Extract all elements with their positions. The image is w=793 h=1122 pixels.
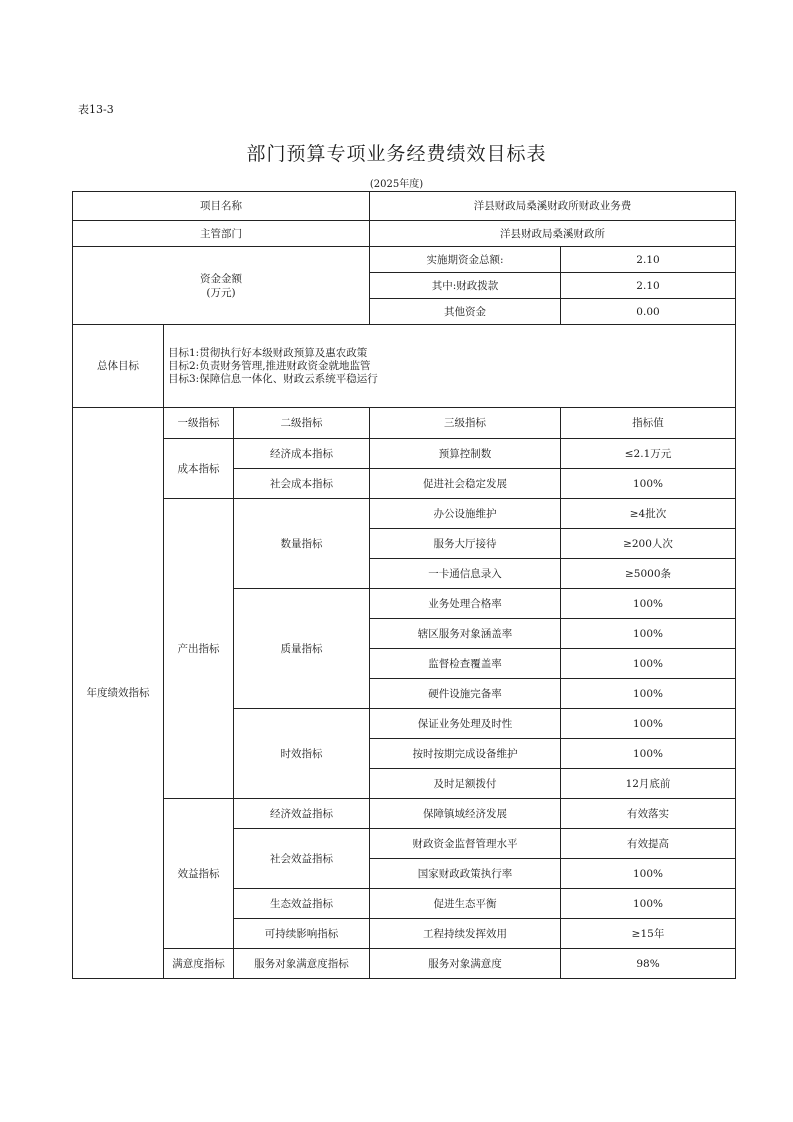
value-cell: 100% bbox=[561, 619, 736, 649]
overall-goal-text bbox=[164, 325, 736, 408]
timeliness-indicator-label: 时效指标 bbox=[234, 709, 370, 799]
level3-cell: 办公设施维护 bbox=[370, 499, 561, 529]
project-name-row bbox=[73, 192, 736, 221]
level3-cell: 硬件设施完备率 bbox=[370, 679, 561, 709]
level3-cell: 工程持续发挥效用 bbox=[370, 919, 561, 949]
overall-goal-label: 总体目标 bbox=[73, 325, 164, 408]
department-row bbox=[73, 221, 736, 247]
level3-cell: 辖区服务对象涵盖率 bbox=[370, 619, 561, 649]
goal-item: 目标1:贯彻执行好本级财政预算及惠农政策 bbox=[168, 346, 368, 359]
level3-cell: 监督检查覆盖率 bbox=[370, 649, 561, 679]
header-level3: 三级指标 bbox=[370, 408, 561, 439]
value-cell: 100% bbox=[561, 889, 736, 919]
project-name-value: 洋县财政局桑溪财政所财政业务费 bbox=[370, 192, 736, 221]
economic-benefit-label: 经济效益指标 bbox=[234, 799, 370, 829]
page-title: 部门预算专项业务经费绩效目标表 bbox=[246, 143, 547, 165]
funds-other-label: 其他资金 bbox=[370, 299, 561, 325]
level3-cell: 国家财政政策执行率 bbox=[370, 859, 561, 889]
table-row bbox=[73, 439, 736, 469]
ecological-benefit-label: 生态效益指标 bbox=[234, 889, 370, 919]
value-cell: 有效提高 bbox=[561, 829, 736, 859]
quality-indicator-label: 质量指标 bbox=[234, 589, 370, 709]
table-row bbox=[73, 799, 736, 829]
goal-item: 目标3:保障信息一体化、财政云系统平稳运行 bbox=[168, 372, 378, 385]
value-cell: 12月底前 bbox=[561, 769, 736, 799]
funds-row bbox=[73, 247, 736, 273]
header-value: 指标值 bbox=[561, 408, 736, 439]
funds-total-value: 2.10 bbox=[561, 247, 736, 273]
value-cell: 100% bbox=[561, 709, 736, 739]
level3-cell: 一卡通信息录入 bbox=[370, 559, 561, 589]
funds-fiscal-value: 2.10 bbox=[561, 273, 736, 299]
funds-label bbox=[73, 247, 370, 325]
level2-cell: 经济成本指标 bbox=[234, 439, 370, 469]
value-cell: ≥200人次 bbox=[561, 529, 736, 559]
level3-cell: 促进社会稳定发展 bbox=[370, 469, 561, 499]
value-cell: 100% bbox=[561, 859, 736, 889]
level3-cell: 保障镇域经济发展 bbox=[370, 799, 561, 829]
performance-table bbox=[72, 191, 736, 979]
value-cell: 98% bbox=[561, 949, 736, 979]
value-cell: 100% bbox=[561, 589, 736, 619]
cost-indicator-label: 成本指标 bbox=[164, 439, 234, 499]
social-benefit-label: 社会效益指标 bbox=[234, 829, 370, 889]
value-cell: ≤2.1万元 bbox=[561, 439, 736, 469]
benefit-indicator-label: 效益指标 bbox=[164, 799, 234, 949]
value-cell: 100% bbox=[561, 649, 736, 679]
funds-label-line2: (万元) bbox=[206, 286, 236, 299]
header-level2: 二级指标 bbox=[234, 408, 370, 439]
satisfaction-indicator-label: 满意度指标 bbox=[164, 949, 234, 979]
fiscal-year: (2025年度) bbox=[369, 179, 424, 190]
level3-cell: 业务处理合格率 bbox=[370, 589, 561, 619]
department-value: 洋县财政局桑溪财政所 bbox=[370, 221, 736, 247]
level3-cell: 保证业务处理及时性 bbox=[370, 709, 561, 739]
level3-cell: 服务大厅接待 bbox=[370, 529, 561, 559]
funds-fiscal-label: 其中:财政拨款 bbox=[370, 273, 561, 299]
level2-cell: 服务对象满意度指标 bbox=[234, 949, 370, 979]
table-number: 表13-3 bbox=[78, 103, 114, 116]
value-cell: 有效落实 bbox=[561, 799, 736, 829]
table-row bbox=[73, 499, 736, 529]
value-cell: 100% bbox=[561, 739, 736, 769]
value-cell: ≥4批次 bbox=[561, 499, 736, 529]
level3-cell: 财政资金监督管理水平 bbox=[370, 829, 561, 859]
table-row bbox=[73, 949, 736, 979]
header-level1: 一级指标 bbox=[164, 408, 234, 439]
level3-cell: 促进生态平衡 bbox=[370, 889, 561, 919]
value-cell: 100% bbox=[561, 679, 736, 709]
level3-cell: 预算控制数 bbox=[370, 439, 561, 469]
sustainable-impact-label: 可持续影响指标 bbox=[234, 919, 370, 949]
level3-cell: 及时足额拨付 bbox=[370, 769, 561, 799]
value-cell: ≥5000条 bbox=[561, 559, 736, 589]
department-label: 主管部门 bbox=[73, 221, 370, 247]
goal-item: 目标2:负责财务管理,推进财政资金就地监管 bbox=[168, 359, 371, 372]
level2-cell: 社会成本指标 bbox=[234, 469, 370, 499]
overall-goal-row bbox=[73, 325, 736, 408]
level3-cell: 按时按期完成设备维护 bbox=[370, 739, 561, 769]
level3-cell: 服务对象满意度 bbox=[370, 949, 561, 979]
quantity-indicator-label: 数量指标 bbox=[234, 499, 370, 589]
value-cell: ≥15年 bbox=[561, 919, 736, 949]
output-indicator-label: 产出指标 bbox=[164, 499, 234, 799]
indicator-header-row bbox=[73, 408, 736, 439]
funds-other-value: 0.00 bbox=[561, 299, 736, 325]
project-name-label: 项目名称 bbox=[73, 192, 370, 221]
annual-indicator-label: 年度绩效指标 bbox=[73, 408, 164, 979]
value-cell: 100% bbox=[561, 469, 736, 499]
funds-total-label: 实施期资金总额: bbox=[370, 247, 561, 273]
funds-label-line1: 资金金额 bbox=[200, 272, 242, 285]
